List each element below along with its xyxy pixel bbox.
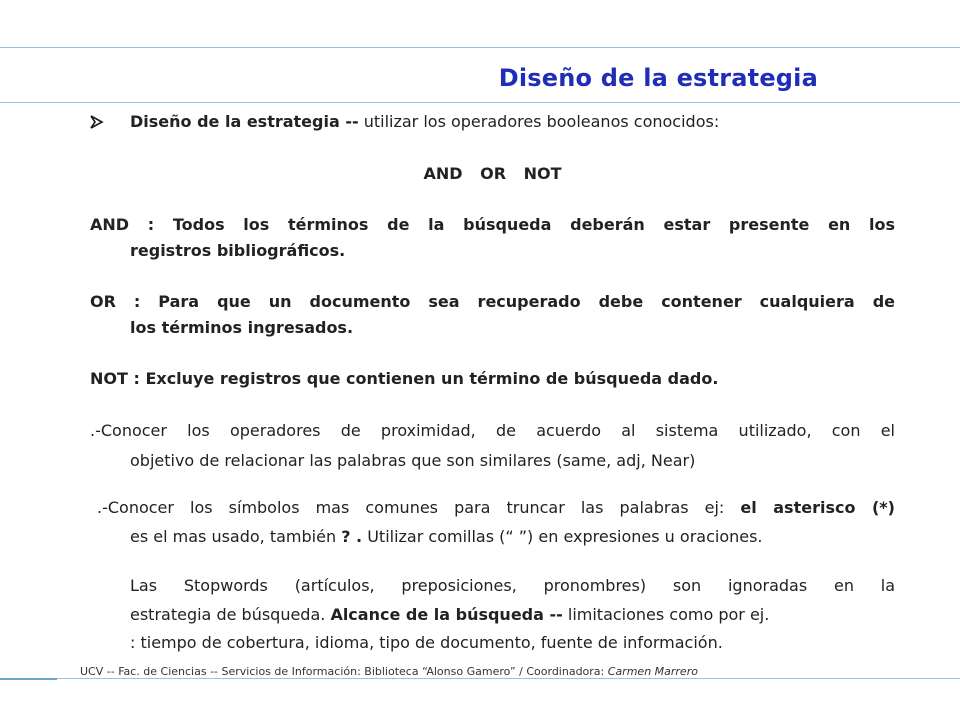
truncation-asterisk: el asterisco (*) [740, 498, 895, 517]
footer-text: UCV -- Fac. de Ciencias -- Servicios de Información: Biblioteca “Alonso Gamero” / Coordinadora: [80, 665, 608, 678]
operators-line: AND OR NOT [423, 164, 562, 183]
footer-accent-bar [0, 678, 57, 680]
stopwords-line1: Las Stopwords (artículos, preposiciones, pronombres) son ignoradas en la [130, 576, 895, 595]
scope-text: limitaciones como por ej. [562, 605, 770, 624]
truncation-text: .-Conocer los símbolos mas comunes para truncar las palabras ej: [97, 498, 741, 517]
intro-bold: Diseño de la estrategia -- [130, 112, 359, 131]
stopwords-line3: : tiempo de cobertura, idioma, tipo de documento, fuente de información. [130, 633, 723, 652]
truncation-quotes: Utilizar comillas (“ ”) en expresiones u oraciones. [362, 527, 763, 546]
truncation-line2 [130, 527, 895, 547]
arrow-bullet-icon [90, 112, 108, 132]
slide-title: Diseño de la estrategia [498, 64, 818, 92]
and-definition-line2: registros bibliográficos. [130, 241, 346, 260]
truncation-line1 [97, 498, 895, 518]
top-divider [0, 47, 960, 48]
truncation-question: ? . [341, 527, 363, 546]
not-definition-line: NOT : Excluye registros que contienen un término de búsqueda dado. [90, 369, 719, 388]
or-definition-line2: los términos ingresados. [130, 318, 354, 337]
footer-divider [57, 678, 960, 679]
intro-line [130, 112, 895, 132]
intro-rest: utilizar los operadores booleanos conocidos: [358, 112, 720, 131]
or-definition-line1: OR : Para que un documento sea recuperado debe contener cualquiera de [90, 292, 895, 311]
slide-footer [80, 665, 698, 679]
footer-coordinator: Carmen Marrero [607, 665, 698, 678]
stopwords-line2 [130, 605, 895, 625]
stopwords-text: estrategia de búsqueda. [130, 605, 331, 624]
proximity-line2: objetivo de relacionar las palabras que son similares (same, adj, Near) [130, 451, 696, 470]
proximity-line1: .-Conocer los operadores de proximidad, de acuerdo al sistema utilizado, con el [90, 421, 895, 440]
and-definition-line1: AND : Todos los términos de la búsqueda deberán estar presente en los [90, 215, 895, 234]
truncation-text-2: es el mas usado, también [130, 527, 342, 546]
scope-label: Alcance de la búsqueda -- [330, 605, 563, 624]
title-divider [0, 102, 960, 103]
